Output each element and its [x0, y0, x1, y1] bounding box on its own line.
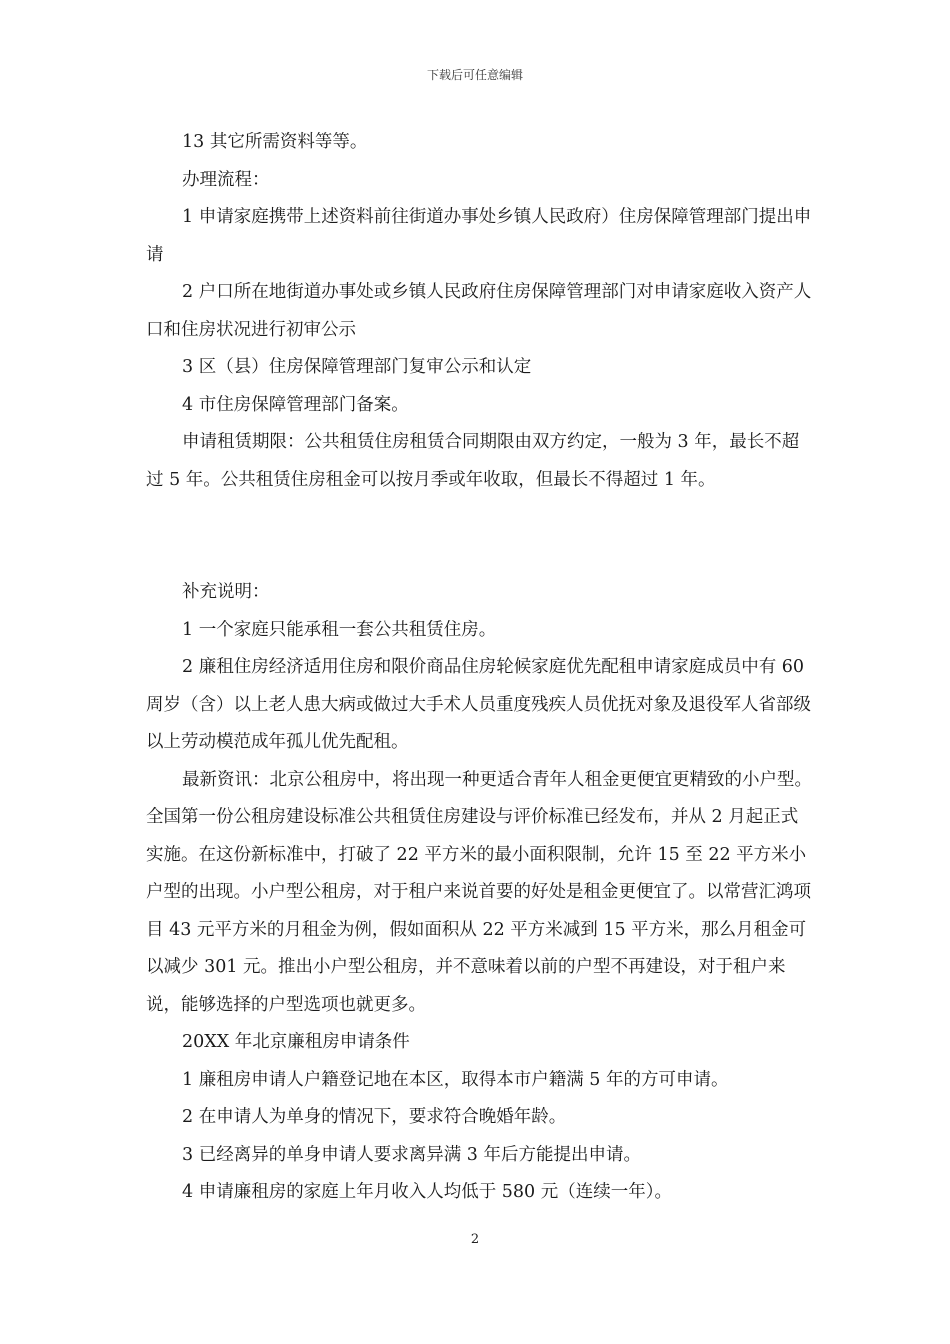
paragraph: 补充说明：: [182, 582, 270, 602]
paragraph: 最新资讯：北京公租房中，将出现一种更适合青年人租金更便宜更精致的小户型。全国第一份公租房建设标准公共租赁住房建设与评价标准已经发布，并从 2 月起正式实施。在这份新标准中，打破了 22 平方米的最小面积限制，允许 15 至 22 平方米小户型的出现。小户型公租房，对于租户来说首要的好处是租金更便宜了。以常营汇鸿项目 43 元平方米的月租金为例，假如面积从 22 平方米减到 15 平方米，那么月租金可以减少 301 元。推出小户型公租房，并不意味着以前的户型不再建设，对于租户来说，能够选择的户型选项也就更多。: [146, 769, 812, 1015]
paragraph: 4 市住房保障管理部门备案。: [182, 394, 409, 415]
page-header: 下载后可任意编辑: [426, 68, 523, 82]
paragraph: 3 区（县）住房保障管理部门复审公示和认定: [182, 357, 532, 377]
paragraph: 办理流程：: [182, 169, 270, 190]
paragraph: 2 户口所在地街道办事处或乡镇人民政府住房保障管理部门对申请家庭收入资产人口和住房状况进行初审公示: [146, 282, 812, 340]
paragraph: 2 廉租住房经济适用住房和限价商品住房轮候家庭优先配租申请家庭成员中有 60 周岁（含）以上老人患大病或做过大手术人员重度残疾人员优抚对象及退役军人省部级以上劳动模范成年孤儿优先配租。: [146, 657, 811, 752]
paragraph: 申请租赁期限：公共租赁住房租赁合同期限由双方约定，一般为 3 年，最长不超过 5 年。公共租赁住房租金可以按月季或年收取，但最长不得超过 1 年。: [146, 432, 800, 490]
paragraph: 20XX 年北京廉租房申请条件: [182, 1032, 410, 1052]
document-body: [146, 124, 814, 1212]
page-number: 2: [470, 1232, 480, 1247]
paragraph: 1 申请家庭携带上述资料前往街道办事处乡镇人民政府）住房保障管理部门提出申请: [146, 207, 812, 265]
paragraph: 1 一个家庭只能承租一套公共租赁住房。: [182, 619, 497, 640]
paragraph: 3 已经离异的单身申请人要求离异满 3 年后方能提出申请。: [182, 1144, 641, 1165]
paragraph: 1 廉租房申请人户籍登记地在本区，取得本市户籍满 5 年的方可申请。: [182, 1069, 729, 1090]
section-spacer: [146, 499, 814, 574]
paragraph: 4 申请廉租房的家庭上年月收入人均低于 580 元（连续一年）。: [182, 1182, 672, 1202]
paragraph: 2 在申请人为单身的情况下，要求符合晚婚年龄。: [182, 1107, 567, 1127]
paragraph: 13 其它所需资料等等。: [182, 132, 368, 152]
